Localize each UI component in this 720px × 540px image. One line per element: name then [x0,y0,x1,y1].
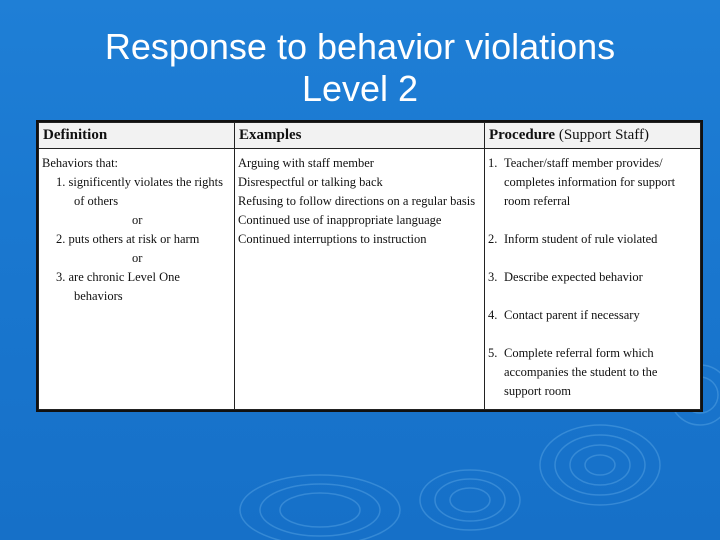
header-definition: Definition [39,123,235,149]
table-header-row [39,123,701,149]
procedure-item-4: 4. Contact parent if necessary [488,308,640,322]
definition-item-3: 3. are chronic Level One [56,270,180,284]
definition-or-1: or [132,213,143,227]
definition-cell [39,149,235,410]
examples-cell [235,149,485,410]
table-row [39,149,701,410]
definition-item-1-cont: of others [74,194,119,208]
procedure-item-2: 2. Inform student of rule violated [488,232,658,246]
example-item: Disrespectful or talking back [238,175,383,189]
behavior-table [36,120,703,412]
definition-or-2: or [132,251,143,265]
definition-item-3-cont: behaviors [74,289,123,303]
example-item: Arguing with staff member [238,156,374,170]
example-item: Refusing to follow directions on a regular basis [238,194,476,208]
header-procedure-label: Procedure [489,127,556,143]
header-procedure [485,123,701,149]
definition-intro: Behaviors that: [42,156,119,170]
slide-title-line-2: Level 2 [301,68,419,109]
header-examples: Examples [235,123,485,149]
procedure-item-1: 1. Teacher/staff member provides/ completes information for support room referral [488,156,676,208]
example-item: Continued use of inappropriate language [238,213,442,227]
definition-item-1: 1. significently violates the rights [56,175,223,189]
procedure-item-5: 5. Complete referral form which accompanies the student to the support room [488,346,658,398]
slide-title [0,26,720,110]
slide-title-line-1: Response to behavior violations [104,26,616,67]
header-procedure-sub: (Support Staff) [558,127,649,143]
procedure-item-3: 3. Describe expected behavior [488,270,643,284]
definition-item-2: 2. puts others at risk or harm [56,232,200,246]
example-item: Continued interruptions to instruction [238,232,427,246]
procedure-cell [485,149,701,410]
